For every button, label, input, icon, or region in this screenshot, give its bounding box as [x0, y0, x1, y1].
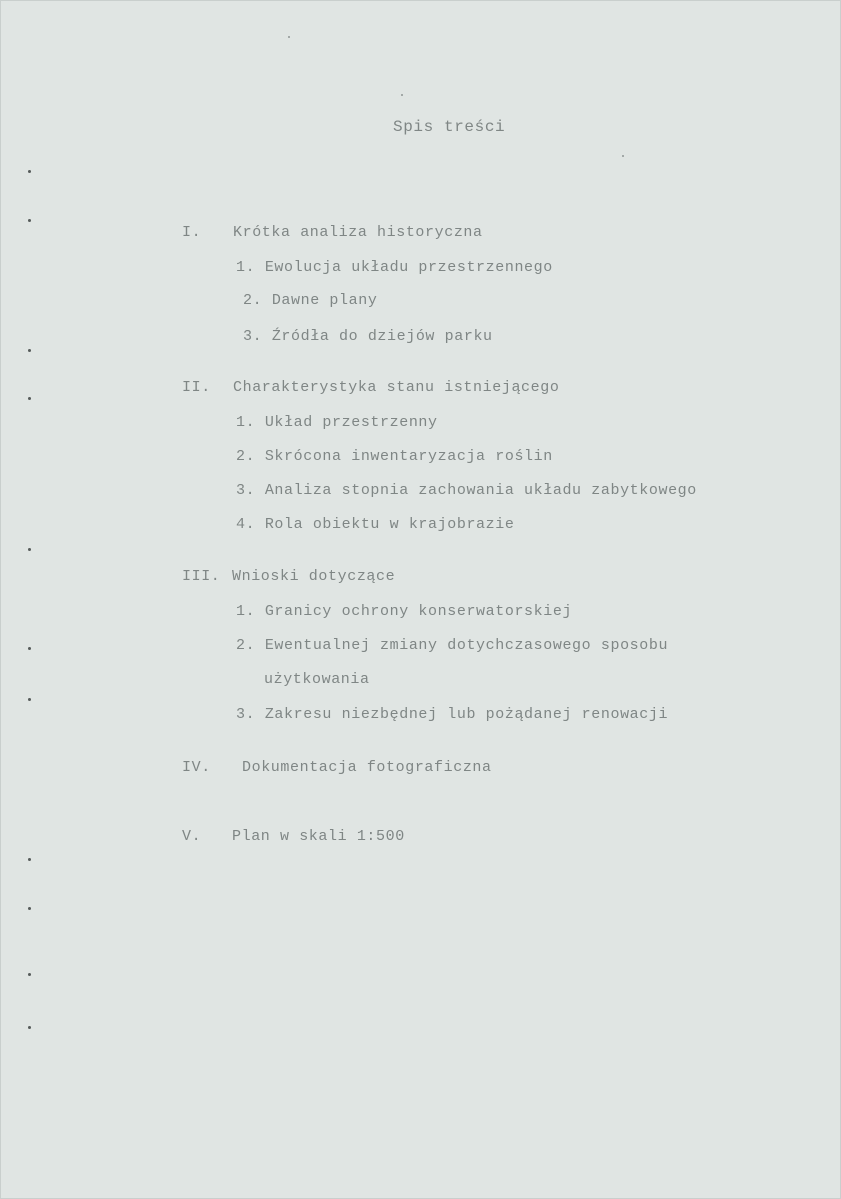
toc-item-continuation: użytkowania	[264, 671, 370, 688]
paper-speck	[622, 155, 624, 157]
margin-speck	[28, 698, 31, 701]
toc-item	[236, 603, 572, 620]
toc-item-text: Ewolucja układu przestrzennego	[264, 259, 553, 276]
section-numeral: I.	[182, 224, 202, 241]
margin-speck	[28, 349, 31, 352]
toc-item	[236, 706, 668, 723]
margin-speck	[28, 858, 31, 861]
toc-item	[236, 482, 697, 499]
toc-item-text: Analiza stopnia zachowania układu zabytkowego	[264, 482, 697, 499]
section-heading: Charakterystyka stanu istniejącego	[233, 379, 560, 396]
section-heading: Wnioski dotyczące	[232, 568, 396, 585]
margin-speck	[28, 548, 31, 551]
toc-item	[236, 448, 553, 465]
section-numeral: II.	[182, 379, 211, 396]
margin-speck	[28, 397, 31, 400]
toc-item-text: Rola obiektu w krajobrazie	[264, 516, 515, 533]
toc-item-text: Ewentualnej zmiany dotychczasowego sposobu	[264, 637, 669, 654]
toc-item-number: 3.	[236, 482, 256, 499]
toc-item-number: 4.	[236, 516, 256, 533]
toc-item	[236, 516, 514, 533]
paper-speck	[401, 94, 403, 96]
toc-item	[236, 637, 668, 654]
toc-item-text: Dawne plany	[271, 292, 378, 309]
toc-item-number: 2.	[236, 637, 256, 654]
paper-speck	[288, 36, 290, 38]
section-heading: Plan w skali 1:500	[232, 828, 405, 845]
page-title: Spis treści	[393, 118, 506, 136]
toc-item-number: 2.	[236, 448, 256, 465]
toc-item-text: Źródła do dziejów parku	[271, 328, 493, 345]
section-numeral: III.	[182, 568, 221, 585]
toc-item-text: Granicy ochrony konserwatorskiej	[264, 603, 573, 620]
toc-item-number: 3.	[243, 328, 263, 345]
toc-item-number: 1.	[236, 603, 256, 620]
margin-speck	[28, 219, 31, 222]
toc-item-number: 1.	[236, 259, 256, 276]
section-numeral: IV.	[182, 759, 211, 776]
toc-item-number: 3.	[236, 706, 256, 723]
toc-item-number: 2.	[243, 292, 263, 309]
toc-item	[243, 328, 493, 345]
margin-speck	[28, 973, 31, 976]
toc-item-text: Skrócona inwentaryzacja roślin	[264, 448, 553, 465]
toc-item	[236, 414, 438, 431]
margin-speck	[28, 647, 31, 650]
toc-item-number: 1.	[236, 414, 256, 431]
section-heading: Krótka analiza historyczna	[233, 224, 483, 241]
margin-speck	[28, 907, 31, 910]
toc-item	[243, 292, 377, 309]
section-heading: Dokumentacja fotograficzna	[242, 759, 492, 776]
section-numeral: V.	[182, 828, 202, 845]
toc-item-text: Układ przestrzenny	[264, 414, 438, 431]
toc-item	[236, 259, 553, 276]
margin-speck	[28, 170, 31, 173]
toc-item-text: Zakresu niezbędnej lub pożądanej renowacji	[264, 706, 669, 723]
margin-speck	[28, 1026, 31, 1029]
